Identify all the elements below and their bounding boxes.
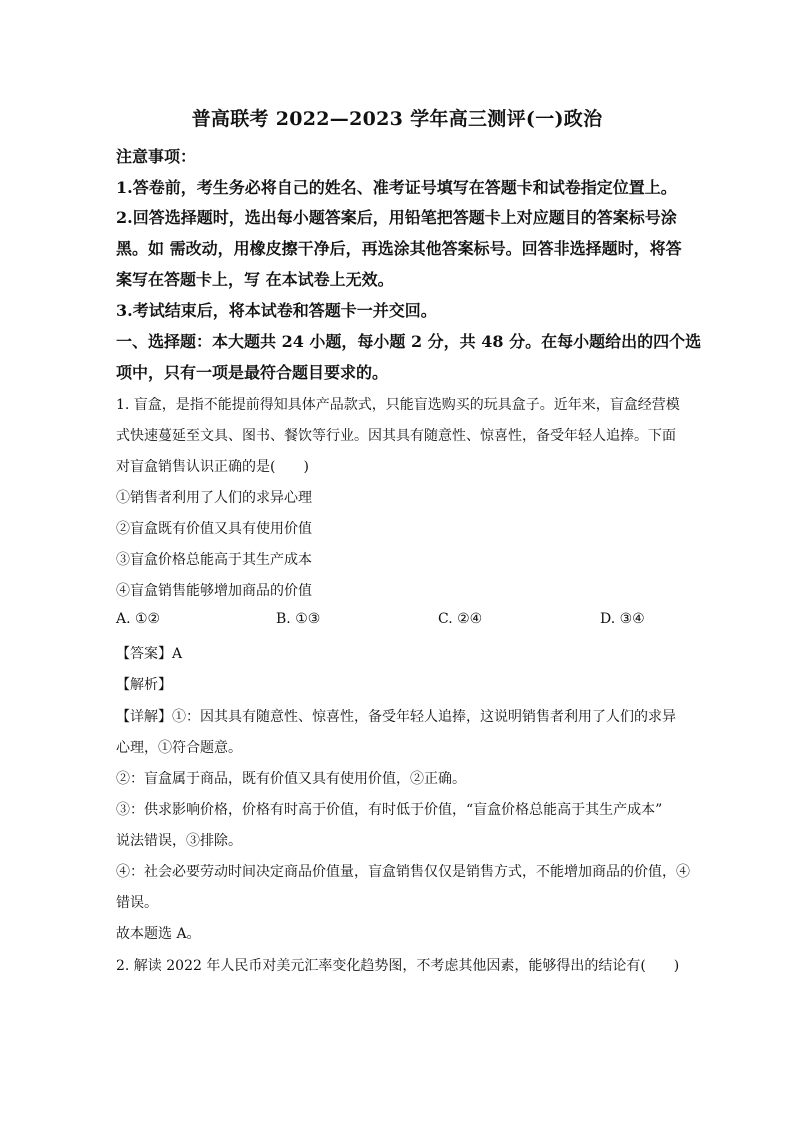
- option-a: A. ①②: [116, 611, 161, 627]
- question-2-stem: 2. 解读 2022 年人民币对美元汇率变化趋势图，不考虑其他因素，能够得出的结论有( ): [116, 958, 680, 974]
- notice-heading: 注意事项：: [116, 147, 197, 166]
- notice-line: 3.考试结束后，将本试卷和答题卡一并交回。: [116, 301, 437, 320]
- question-1-stem: 1. 盲盒，是指不能提前得知具体产品款式，只能盲选购买的玩具盒子。近年来，盲盒经营模: [116, 397, 680, 413]
- notice-line: 1.答卷前，考生务必将自己的姓名、准考证号填写在答题卡和试卷指定位置上。: [116, 178, 677, 197]
- analysis-label: 【解析】: [116, 677, 172, 693]
- explanation-line: ②：盲盒属于商品，既有价值又具有使用价值，②正确。: [116, 771, 466, 787]
- section-instruction: 一、选择题：本大题共 24 小题，每小题 2 分，共 48 分。在每小题给出的四个选: [116, 332, 702, 351]
- notice-line: 案写在答题卡上，写 在本试卷上无效。: [116, 270, 394, 289]
- explanation-line: ③：供求影响价格，价格有时高于价值，有时低于价值，“盲盒价格总能高于其生产成本”: [116, 802, 663, 818]
- question-1-stem: 对盲盒销售认识正确的是( ): [116, 459, 309, 475]
- option-d: D. ③④: [600, 611, 645, 627]
- question-1-stem: 式快速蔓延至文具、图书、餐饮等行业。因其具有随意性、惊喜性，备受年轻人追捧。下面: [116, 428, 676, 444]
- page-title: 普高联考 2022—2023 学年高三测评(一)政治: [191, 108, 603, 130]
- explanation-line: 故本题选 A。: [116, 926, 201, 942]
- question-1-statement: ③盲盒价格总能高于其生产成本: [116, 552, 312, 568]
- option-b: B. ①③: [276, 611, 321, 627]
- explanation-line: 说法错误，③排除。: [116, 833, 242, 849]
- notice-line: 2.回答选择题时，选出每小题答案后，用铅笔把答题卡上对应题目的答案标号涂: [116, 208, 677, 227]
- explanation-line: 错误。: [116, 895, 158, 911]
- question-1-statement: ④盲盒销售能够增加商品的价值: [116, 583, 312, 599]
- question-1-statement: ②盲盒既有价值又具有使用价值: [116, 521, 312, 537]
- explanation-line: 心理，①符合题意。: [116, 740, 242, 756]
- question-1-statement: ①销售者利用了人们的求异心理: [116, 490, 312, 506]
- explanation-line: ④：社会必要劳动时间决定商品价值量，盲盒销售仅仅是销售方式，不能增加商品的价值，④: [116, 864, 690, 880]
- answer-line: 【答案】A: [116, 646, 183, 662]
- notice-line: 黑。如 需改动，用橡皮擦干净后，再选涂其他答案标号。回答非选择题时，将答: [116, 239, 682, 258]
- option-c: C. ②④: [438, 611, 483, 627]
- explanation-line: 【详解】①：因其具有随意性、惊喜性，备受年轻人追捧，这说明销售者利用了人们的求异: [116, 709, 676, 725]
- section-instruction: 项中，只有一项是最符合题目要求的。: [116, 363, 389, 382]
